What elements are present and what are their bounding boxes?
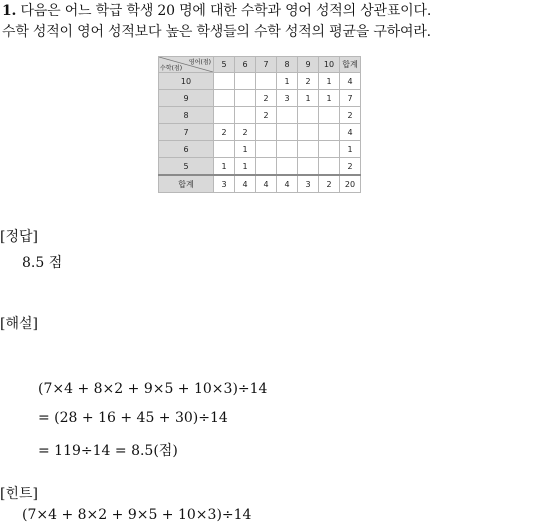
- table-cell: [298, 158, 319, 176]
- table-cell: [277, 124, 298, 141]
- table-cell: [214, 141, 235, 158]
- hint-line: (7×4 + 8×2 + 9×5 + 10×3)÷14: [22, 507, 252, 523]
- table-cell: [235, 107, 256, 124]
- row-header: 9: [159, 90, 214, 107]
- table-row: [159, 158, 361, 176]
- row-total: 7: [340, 90, 361, 107]
- table-row: [159, 73, 361, 90]
- row-total: 1: [340, 141, 361, 158]
- answer-value: 8.5 점: [22, 255, 63, 271]
- total-cell: 4: [256, 175, 277, 193]
- explanation-heading: [해설]: [0, 316, 38, 332]
- table-cell: [298, 107, 319, 124]
- table-total-row: [159, 175, 361, 193]
- table-cell: 1: [214, 158, 235, 176]
- col-header: 9: [298, 57, 319, 73]
- table-row: [159, 124, 361, 141]
- corner-label-english: 영어(점): [188, 59, 211, 66]
- corner-cell: [159, 57, 214, 73]
- table-cell: [214, 73, 235, 90]
- table-cell: 2: [256, 107, 277, 124]
- row-total: 4: [340, 73, 361, 90]
- table-cell: [277, 141, 298, 158]
- row-header: 8: [159, 107, 214, 124]
- table-cell: 2: [298, 73, 319, 90]
- table-cell: 2: [256, 90, 277, 107]
- table-cell: 1: [319, 90, 340, 107]
- question-text-1: 다음은 어느 학급 학생 20 명에 대한 수학과 영어 성적의 상관표이다.: [20, 3, 432, 19]
- corner-label-math: 수학(점): [160, 65, 183, 72]
- row-total: 4: [340, 124, 361, 141]
- row-header: 10: [159, 73, 214, 90]
- row-header: 5: [159, 158, 214, 176]
- col-header: 7: [256, 57, 277, 73]
- table-cell: 1: [235, 158, 256, 176]
- row-total: 2: [340, 107, 361, 124]
- table-cell: 3: [277, 90, 298, 107]
- question-text-2: 수학 성적이 영어 성적보다 높은 학생들의 수학 성적의 평균을 구하여라.: [2, 24, 431, 40]
- table-cell: 1: [277, 73, 298, 90]
- table-cell: [256, 73, 277, 90]
- table-row: [159, 141, 361, 158]
- table-cell: [214, 107, 235, 124]
- row-header: 7: [159, 124, 214, 141]
- table-cell: [319, 141, 340, 158]
- total-row-header: 합계: [159, 175, 214, 193]
- explanation-line-3: = 119÷14 = 8.5(점): [38, 443, 178, 459]
- table-cell: [214, 90, 235, 107]
- table-cell: [298, 124, 319, 141]
- explanation-line-2: = (28 + 16 + 45 + 30)÷14: [38, 410, 228, 426]
- table-cell: [298, 141, 319, 158]
- total-cell: 3: [214, 175, 235, 193]
- row-total: 2: [340, 158, 361, 176]
- col-header: 8: [277, 57, 298, 73]
- table-header-row: [159, 57, 361, 73]
- table-cell: [256, 158, 277, 176]
- table-row: [159, 90, 361, 107]
- question-number: 1.: [2, 3, 17, 19]
- table-cell: [277, 158, 298, 176]
- question-line-1: [2, 0, 431, 20]
- table-cell: [235, 90, 256, 107]
- table-cell: [256, 124, 277, 141]
- col-header: 6: [235, 57, 256, 73]
- total-cell: 4: [277, 175, 298, 193]
- hint-heading: [힌트]: [0, 486, 38, 502]
- col-header-total: 합계: [340, 57, 361, 73]
- correlation-table: [158, 56, 361, 193]
- total-cell: 4: [235, 175, 256, 193]
- table-cell: 2: [214, 124, 235, 141]
- table-cell: 2: [235, 124, 256, 141]
- table-cell: 1: [298, 90, 319, 107]
- col-header: 5: [214, 57, 235, 73]
- table-row: [159, 107, 361, 124]
- table-cell: 1: [319, 73, 340, 90]
- table-cell: [319, 124, 340, 141]
- answer-heading: [정답]: [0, 229, 38, 245]
- row-header: 6: [159, 141, 214, 158]
- table-cell: [319, 158, 340, 176]
- total-cell: 2: [319, 175, 340, 193]
- col-header: 10: [319, 57, 340, 73]
- table-cell: [319, 107, 340, 124]
- table-cell: [256, 141, 277, 158]
- total-cell: 3: [298, 175, 319, 193]
- table-cell: 1: [235, 141, 256, 158]
- table-cell: [235, 73, 256, 90]
- explanation-line-1: (7×4 + 8×2 + 9×5 + 10×3)÷14: [38, 381, 268, 397]
- grand-total: 20: [340, 175, 361, 193]
- table-cell: [277, 107, 298, 124]
